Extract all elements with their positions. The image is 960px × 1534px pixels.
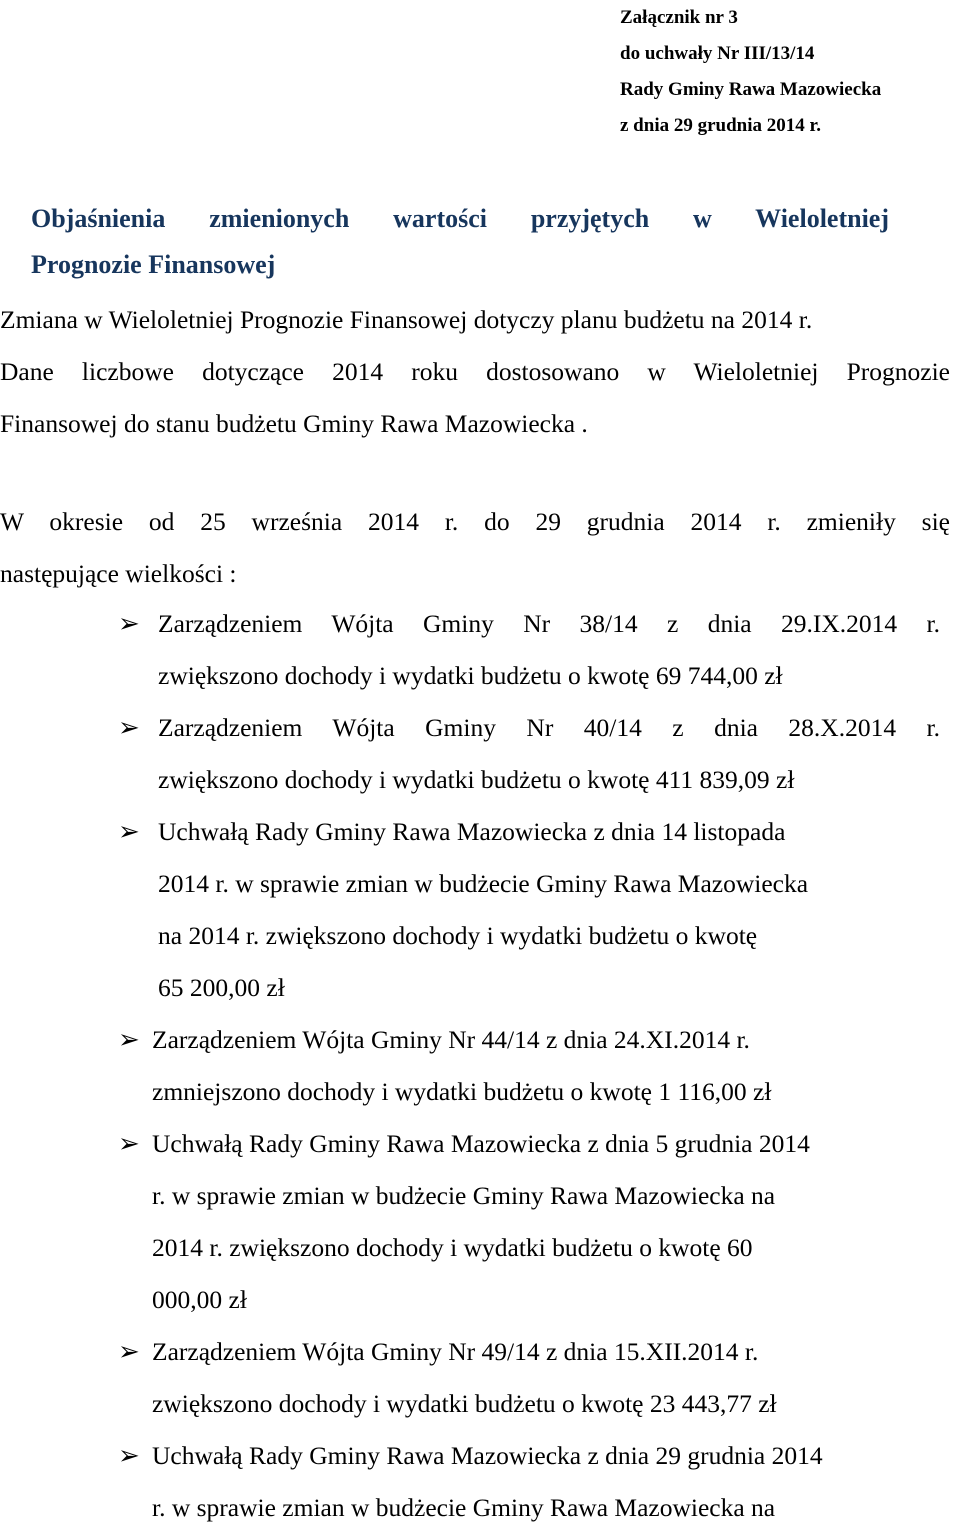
list-item [0,598,960,702]
title-line-1: Objaśnienia zmienionych wartości przyjętych w Wieloletniej [31,204,889,233]
item-line: 2014 r. w sprawie zmian w budżecie Gminy Rawa Mazowiecka [158,869,809,898]
period-line-1: W okresie od 25 września 2014 r. do 29 grudnia 2014 r. zmieniły się [0,507,950,536]
period-paragraph [0,496,950,600]
item-line: r. w sprawie zmian w budżecie Gminy Rawa Mazowiecka na [152,1181,776,1210]
council-name: Rady Gminy Rawa Mazowiecka [620,79,882,100]
list-item [0,1118,960,1326]
list-item [0,1326,960,1430]
item-line: 65 200,00 zł [158,973,285,1002]
arrow-bullet-icon: ➢ [118,609,140,638]
attachment-number: Załącznik nr 3 [620,7,738,28]
document-title [31,196,889,288]
item-line: Zarządzeniem Wójta Gminy Nr 49/14 z dnia 15.XII.2014 r. [152,1337,759,1366]
item-line: Zarządzeniem Wójta Gminy Nr 38/14 z dnia 29.IX.2014 r. [158,609,940,638]
arrow-bullet-icon: ➢ [118,713,140,742]
item-line: zmniejszono dochody i wydatki budżetu o kwotę 1 116,00 zł [152,1077,772,1106]
item-line: Uchwałą Rady Gminy Rawa Mazowiecka z dnia 14 listopada [158,817,786,846]
item-line: Zarządzeniem Wójta Gminy Nr 44/14 z dnia 24.XI.2014 r. [152,1025,750,1054]
list-item [0,1430,960,1534]
title-line-2: Prognozie Finansowej [31,250,276,279]
item-line: 2014 r. zwiększono dochody i wydatki budżetu o kwotę 60 [152,1233,753,1262]
resolution-number: do uchwały Nr III/13/14 [620,43,815,64]
arrow-bullet-icon: ➢ [118,1337,140,1366]
intro-line-3: Finansowej do stanu budżetu Gminy Rawa Mazowiecka . [0,409,588,438]
item-line: zwiększono dochody i wydatki budżetu o kwotę 69 744,00 zł [158,661,783,690]
changes-list [0,598,960,1534]
item-line: Zarządzeniem Wójta Gminy Nr 40/14 z dnia 28.X.2014 r. [158,713,940,742]
item-line: na 2014 r. zwiększono dochody i wydatki budżetu o kwotę [158,921,758,950]
arrow-bullet-icon: ➢ [118,817,140,846]
item-line: 000,00 zł [152,1285,247,1314]
intro-paragraph [0,294,950,450]
list-item [0,702,960,806]
item-line: zwiększono dochody i wydatki budżetu o kwotę 411 839,09 zł [158,765,795,794]
arrow-bullet-icon: ➢ [118,1025,140,1054]
period-line-2: następujące wielkości : [0,559,237,588]
list-item [0,806,960,1014]
item-line: zwiększono dochody i wydatki budżetu o kwotę 23 443,77 zł [152,1389,777,1418]
arrow-bullet-icon: ➢ [118,1129,140,1158]
item-line: r. w sprawie zmian w budżecie Gminy Rawa Mazowiecka na [152,1493,776,1522]
list-item [0,1014,960,1118]
resolution-date: z dnia 29 grudnia 2014 r. [620,115,821,136]
item-line: Uchwałą Rady Gminy Rawa Mazowiecka z dnia 5 grudnia 2014 [152,1129,810,1158]
item-line: Uchwałą Rady Gminy Rawa Mazowiecka z dnia 29 grudnia 2014 [152,1441,823,1470]
arrow-bullet-icon: ➢ [118,1441,140,1470]
attachment-header [620,0,881,144]
intro-line-1: Zmiana w Wieloletniej Prognozie Finansowej dotyczy planu budżetu na 2014 r. [0,305,813,334]
intro-line-2: Dane liczbowe dotyczące 2014 roku dostosowano w Wieloletniej Prognozie [0,357,950,386]
